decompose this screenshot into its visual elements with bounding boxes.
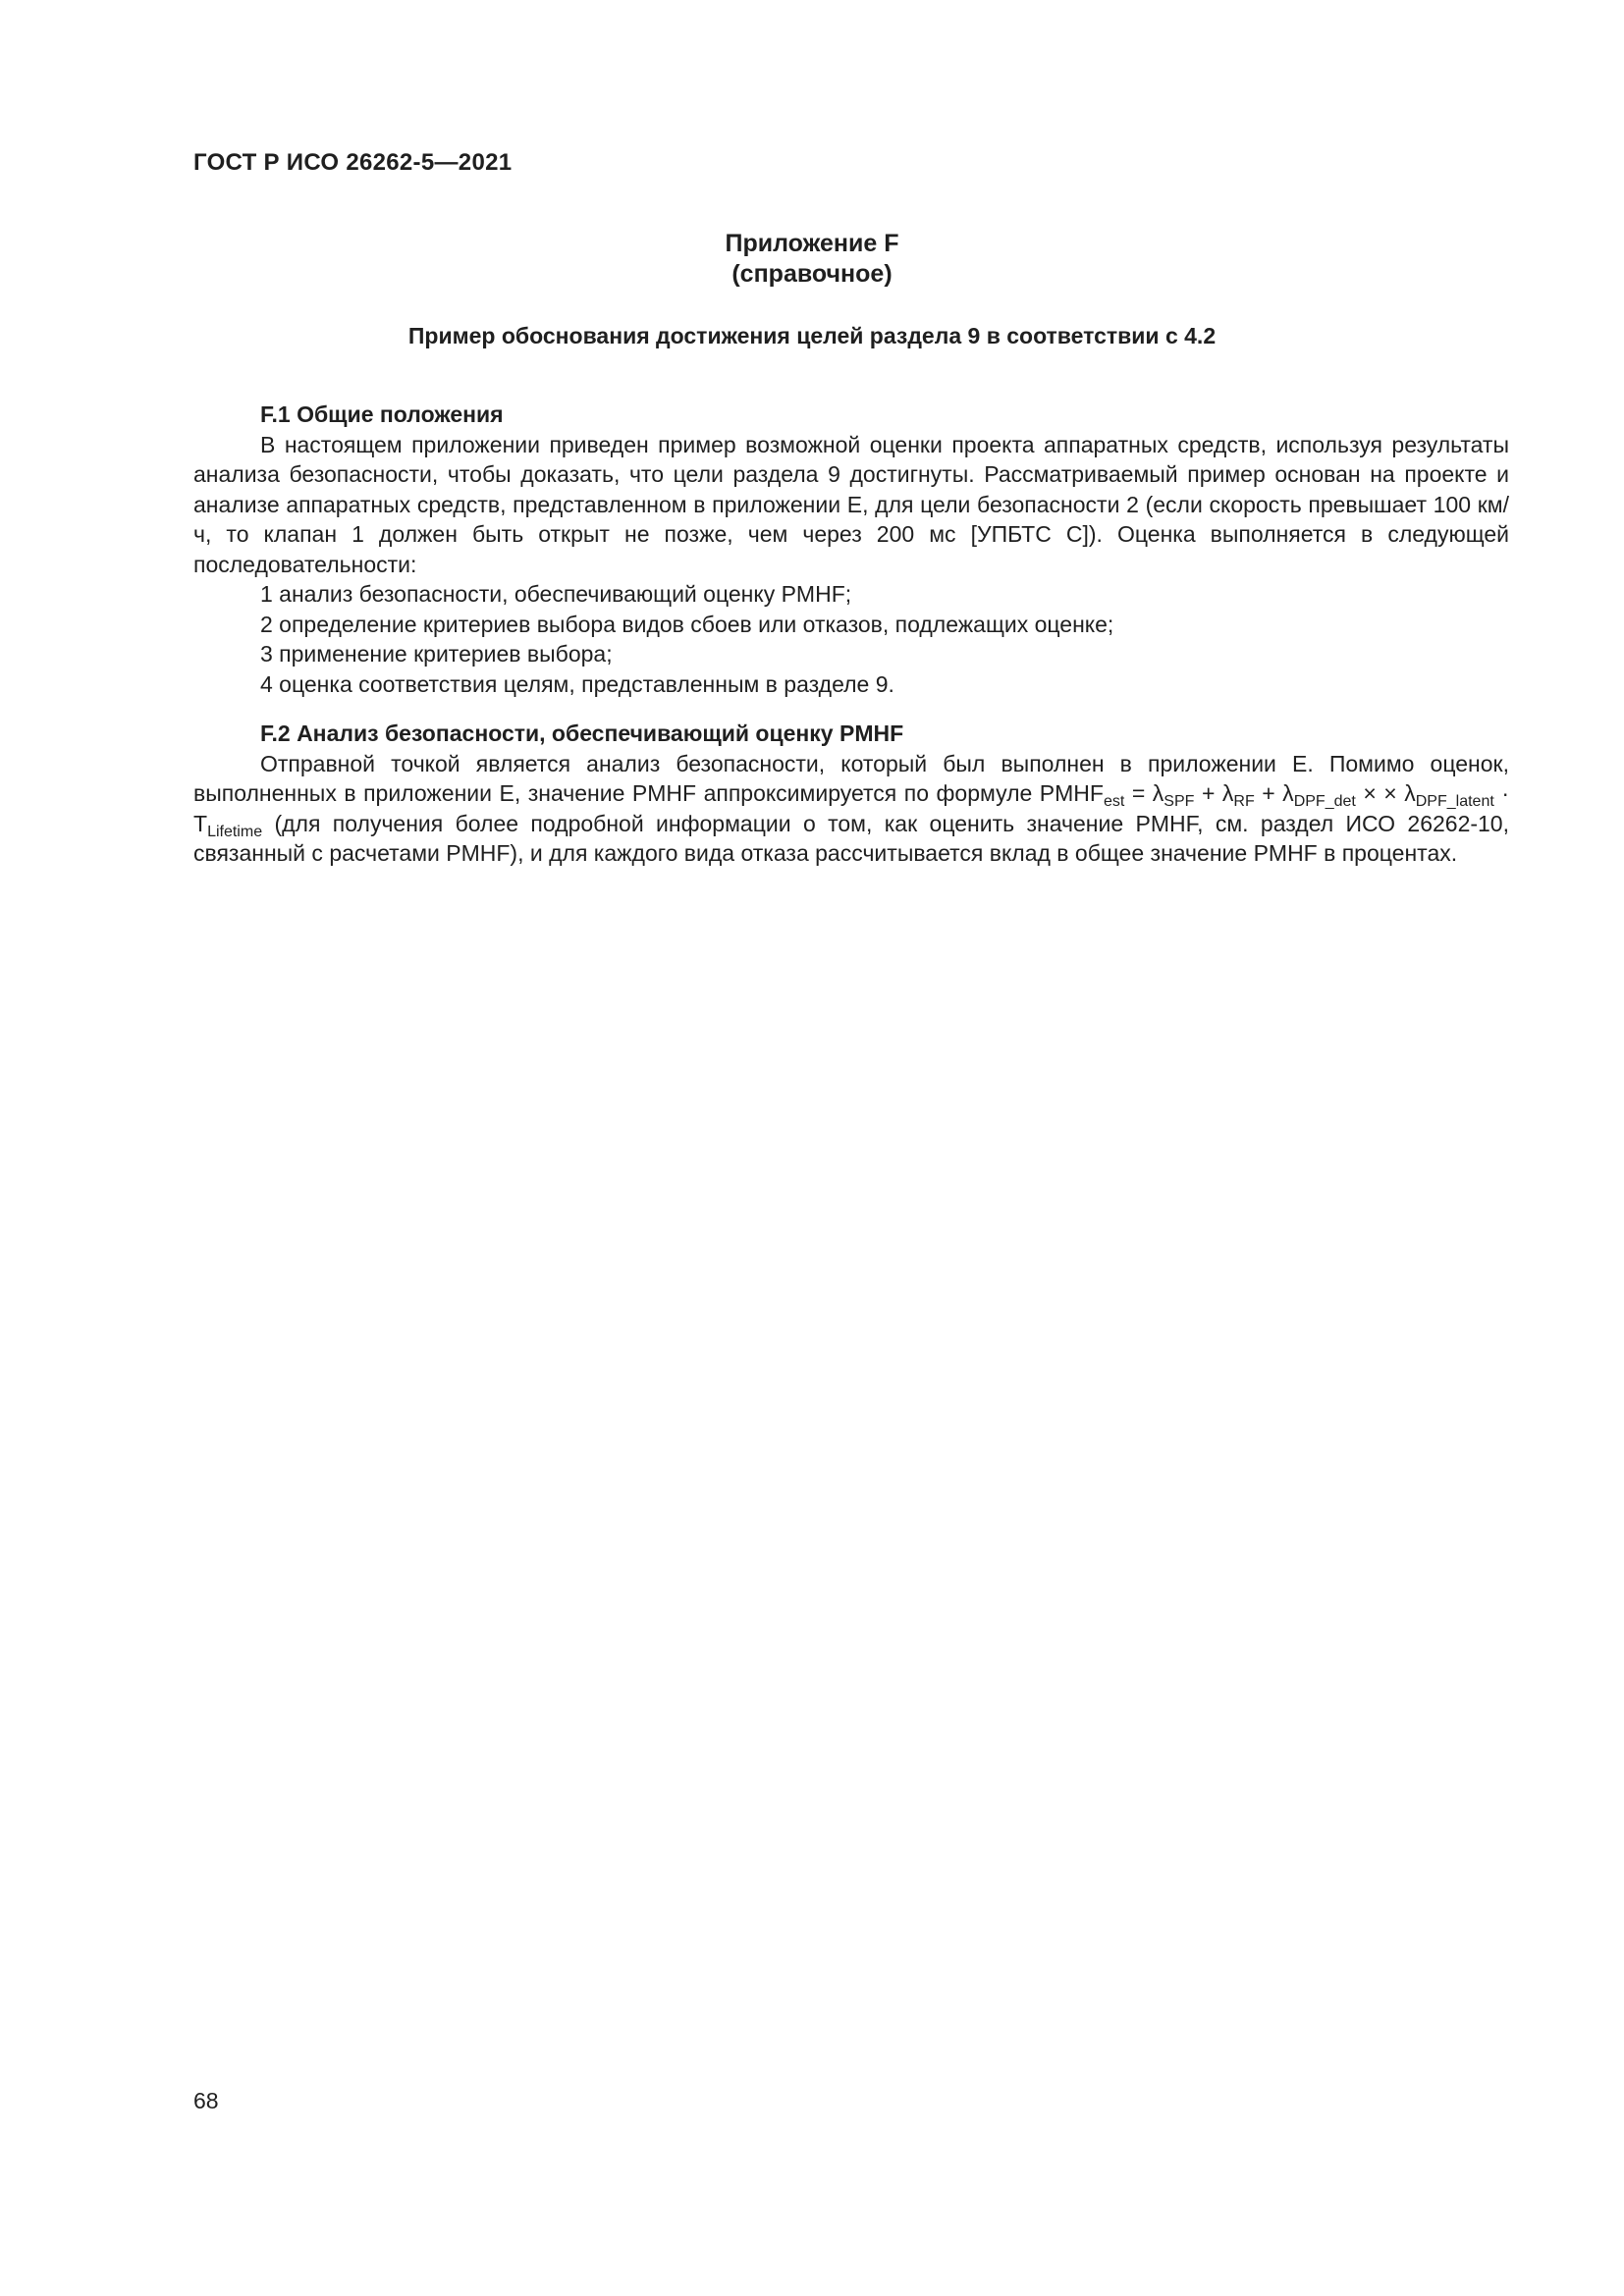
document-header: ГОСТ Р ИСО 26262-5—2021 (193, 149, 513, 176)
formula-dot: · T (193, 780, 1509, 836)
annex-heading: Пример обоснования достижения целей раздела 9 в соответствии с 4.2 (407, 323, 1217, 348)
formula-times: × × λ (1355, 780, 1416, 806)
formula-plus-2: + λ (1254, 780, 1294, 806)
list-item: 1 анализ безопасности, обеспечивающий оценку PMHF; (260, 581, 852, 607)
annex-type: (справочное) (731, 260, 893, 288)
list-item: 4 оценка соответствия целям, представленным в разделе 9. (260, 670, 894, 697)
list-item: 2 определение критериев выбора видов сбоев или отказов, подлежащих оценке; (260, 611, 1114, 637)
lambda-dpf-det-subscript: DPF_det (1293, 793, 1356, 810)
section-f1 (193, 400, 1509, 699)
section-f1-title: F.1 Общие положения (260, 401, 504, 427)
list-item: 3 применение критериев выбора; (260, 641, 613, 667)
section-f1-paragraph: В настоящем приложении приведен пример возможной оценки проекта аппаратных средств, используя результаты анализа безопасности, чтобы доказать, что цели раздела 9 достигнуты. Рассматриваемый пример основан на проекте и анализе аппаратных средств, представленном в приложении E, для цели безопасности 2 (если скорость превышает 100 км/ч, то клапан 1 должен быть открыт не позже, чем через 200 мс [УПБТС C]). Оценка выполняется в следующей последовательности: (193, 431, 1509, 577)
section-f2-paragraph (193, 749, 1509, 869)
lambda-spf-subscript: SPF (1164, 793, 1195, 810)
f2-text-after: (для получения более подробной информации о том, как оценить значение PMHF, см. раздел ИСО 26262-10, связанный с расчетами PMHF), и для каждого вида отказа рассчитывается вклад в общее значение PMHF в процентах. (193, 810, 1509, 866)
page-number: 68 (193, 2088, 219, 2113)
section-f2 (193, 719, 1509, 869)
lambda-rf-subscript: RF (1233, 793, 1255, 810)
f2-text-before: Отправной точкой является анализ безопасности, который был выполнен в приложении E. Помимо оценок, выполненных в приложении E, значение PMHF аппроксимируется по формуле PMHF (193, 750, 1509, 806)
pmhf-est-subscript: est (1103, 793, 1125, 810)
section-f2-title: F.2 Анализ безопасности, обеспечивающий оценку PMHF (260, 721, 904, 746)
formula-plus-1: + λ (1194, 780, 1234, 806)
t-lifetime-subscript: Lifetime (207, 823, 263, 840)
lambda-dpf-latent-subscript: DPF_latent (1415, 793, 1494, 810)
annex-title: Приложение F (725, 230, 899, 257)
formula-eq: = λ (1124, 780, 1164, 806)
